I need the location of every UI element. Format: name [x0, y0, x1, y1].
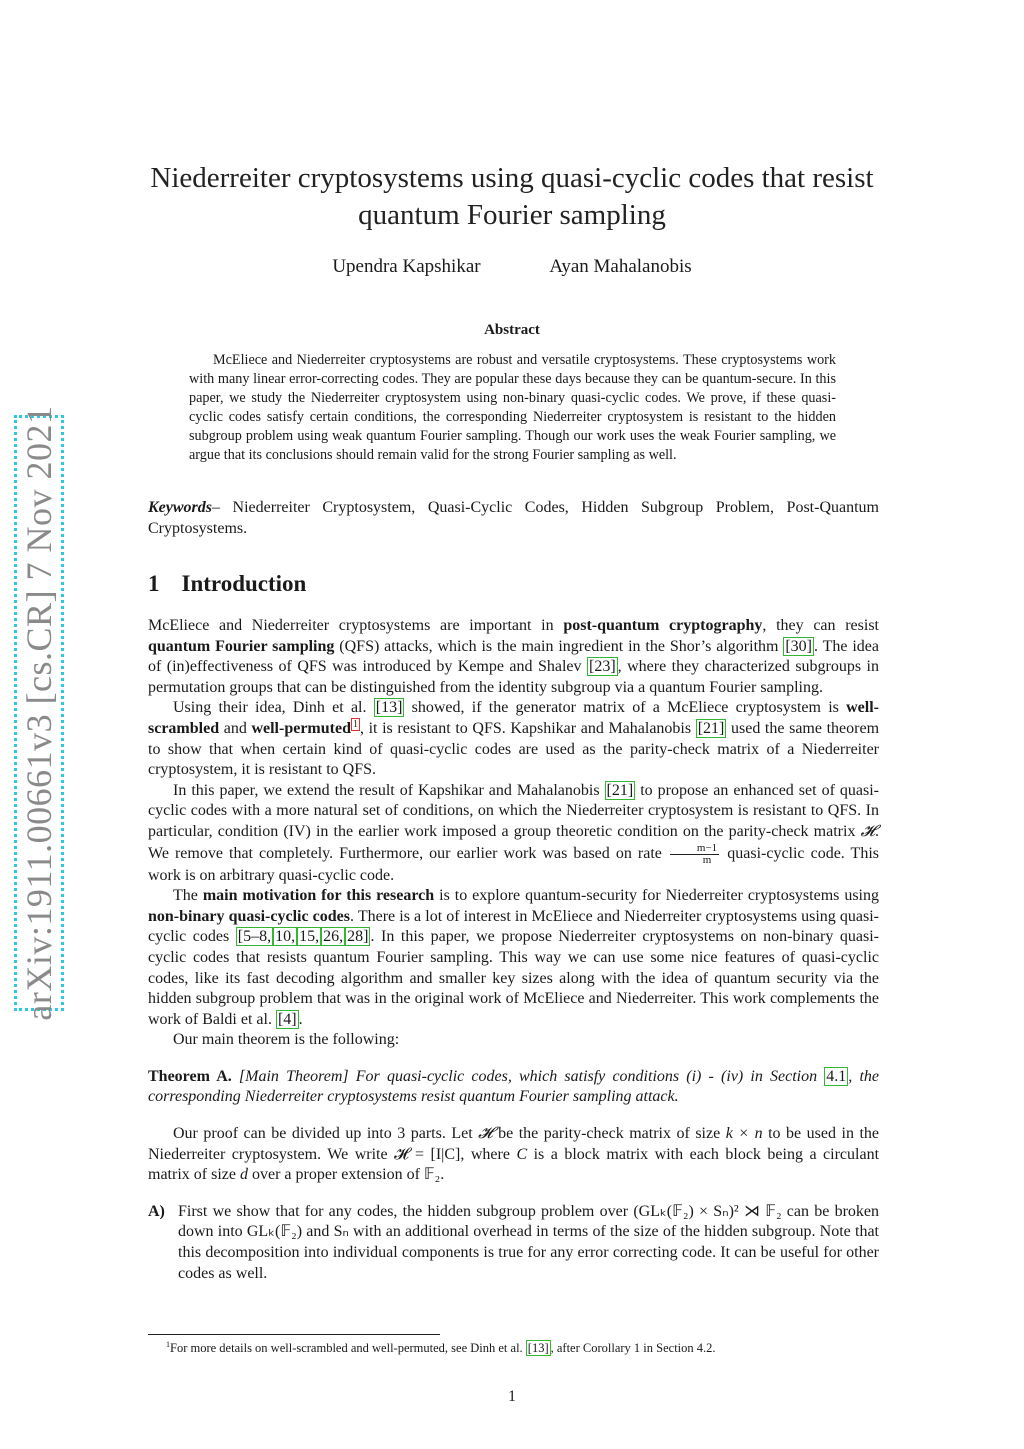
paragraph: Our proof can be divided up into 3 parts. Let 𝓗 be the parity-check matrix of size k × n to be used in the Niederreiter cryptosystem. We write 𝓗 = [I|C], where C is a block matrix with each block being a circulant matrix of size d over a proper extension of 𝔽₂.: [148, 1125, 880, 1184]
citation-link[interactable]: [5–8,: [237, 928, 272, 946]
paragraph: The main motivation for this research is to explore quantum-security for Niederreiter cryptosystems using non-binary quasi-cyclic codes. There is a lot of interest in McEliece and Niederreiter cryptosystems using quasi-cyclic codes [5–8, 10, 15, 26, 28] . In this paper, we propose Niederreiter cryptosystems on non-binary quasi-cyclic codes that resists quantum Fourier sampling. This way we can use some nice features of quasi-cyclic codes, like its fast decoding algorithm and smaller key sizes along with the idea of quantum security via the hidden subgroup problem that was in the original work of McEliece and Niederreiter. This work complements the work of Baldi et al. [4] .: [148, 887, 879, 1028]
page-number: 1: [508, 1388, 516, 1405]
citation-link[interactable]: [23]: [588, 658, 616, 676]
keywords-text: – Niederreiter Cryptosystem, Quasi-Cyclic Codes, Hidden Subgroup Problem, Post-Quantum Cryptosystems.: [148, 499, 879, 537]
keywords-label: Keywords: [148, 499, 212, 516]
citation-link[interactable]: [4]: [277, 1010, 297, 1028]
theorem-statement: Theorem A. [Main Theorem] For quasi-cyclic codes, which satisfy conditions (i) - (iv) in Section 4.1 , the corresponding Niederreiter cryptosystems resist quantum Fourier sampling attack.: [148, 1067, 880, 1106]
paper-title: Niederreiter cryptosystems using quasi-cyclic codes that resist quantum Fourier sampling: [150, 162, 874, 231]
author-name: Ayan Mahalanobis: [549, 256, 692, 277]
section-number: 1: [148, 571, 160, 596]
arxiv-identifier: arXiv:1911.00661v3 [cs.CR] 7 Nov 2021: [19, 405, 59, 1021]
fraction: $\frac{m-1}{m}$: [670, 843, 719, 866]
body-text: [148, 616, 879, 1284]
paragraph: McEliece and Niederreiter cryptosystems are important in post-quantum cryptography, they can resist quantum Fourier sampling (QFS) attacks, which is the main ingredient in the Shor’s algorithm [30] . The idea of (in)effectiveness of QFS was introduced by Kempe and Shalev [23] , where they characterized subgroups in permutation groups that can be distinguished from the identity subgroup via a quantum Fourier sampling.: [148, 617, 880, 696]
author-list: [148, 256, 876, 278]
abstract-heading: Abstract: [484, 322, 540, 338]
citation-link[interactable]: [30]: [785, 637, 812, 655]
citation-link[interactable]: 28]: [347, 928, 369, 946]
list-item: [148, 1202, 879, 1284]
footnote: $^1$For more details on well-scrambled and well-permuted, see Dinh et al. [13] , after Corollary 1 in Section 4.2.: [166, 1340, 716, 1356]
list-item-text: First we show that for any codes, the hidden subgroup problem over (GLₖ(𝔽₂) × Sₙ)² ⋊ 𝔽₂ can be broken down into GLₖ(𝔽₂) and Sₙ with an additional overhead in terms of the size of the hidden subgroup. Note that this decomposition into individual components is true for any error correcting code. It can be useful for other codes as well.: [178, 1202, 880, 1282]
citation-link[interactable]: 26,: [323, 928, 344, 946]
list-item-label: A): [148, 1202, 165, 1220]
citation-link[interactable]: [13]: [527, 1341, 549, 1356]
paragraph: Our main theorem is the following:: [173, 1031, 400, 1049]
footnote-link[interactable]: 1: [352, 718, 358, 730]
citation-link[interactable]: [21]: [606, 781, 634, 799]
paragraph: In this paper, we extend the result of Kapshikar and Mahalanobis [21] to propose an enhanced set of quasi-cyclic codes with a more natural set of conditions, on which the Niederreiter cryptosystem is resistant to QFS. In particular, condition (IV) in the earlier work imposed a group theoretic condition on the parity-check matrix 𝓗. We remove that completely. Furthermore, our earlier work was based on rate $\frac{m-1}{m}$ quasi-cyclic code. This work is on arbitrary quasi-cyclic code.: [148, 781, 880, 884]
citation-link[interactable]: 15,: [299, 928, 320, 946]
keywords: [148, 497, 879, 539]
citation-link[interactable]: [21]: [697, 719, 725, 737]
citation-link[interactable]: 10,: [275, 928, 296, 946]
theorem-label: Theorem A.: [148, 1067, 232, 1085]
paragraph: Using their idea, Dinh et al. [13] showed, if the generator matrix of a McEliece cryptosystem is well-scrambled and well-permuted $^1$ , it is resistant to QFS. Kapshikar and Mahalanobis [21] used the same theorem to show that when certain kind of quasi-cyclic codes are used as the parity-check matrix of a Niederreiter cryptosystem, it is resistant to QFS.: [148, 699, 880, 779]
arxiv-stamp: [14, 405, 64, 1021]
section-title: Introduction: [181, 571, 307, 596]
citation-link[interactable]: [13]: [375, 699, 403, 717]
author-name: Upendra Kapshikar: [332, 256, 481, 277]
abstract-text: McEliece and Niederreiter cryptosystems are robust and versatile cryptosystems. These cryptosystems work with many linear error-correcting codes. They are popular these days because they can be quantum-secure. In this paper, we study the Niederreiter cryptosystem using non-binary quasi-cyclic codes. We prove, if these quasi-cyclic codes satisfy certain conditions, the corresponding Niederreiter cryptosystem is resistant to the hidden subgroup problem using weak quantum Fourier sampling. Though our work uses the weak Fourier sampling, we argue that its conclusions should remain valid for the strong Fourier sampling as well.: [189, 352, 836, 463]
footnote-divider: [148, 1334, 440, 1335]
section-reference-link[interactable]: 4.1: [826, 1067, 847, 1085]
section-heading: [148, 571, 306, 597]
